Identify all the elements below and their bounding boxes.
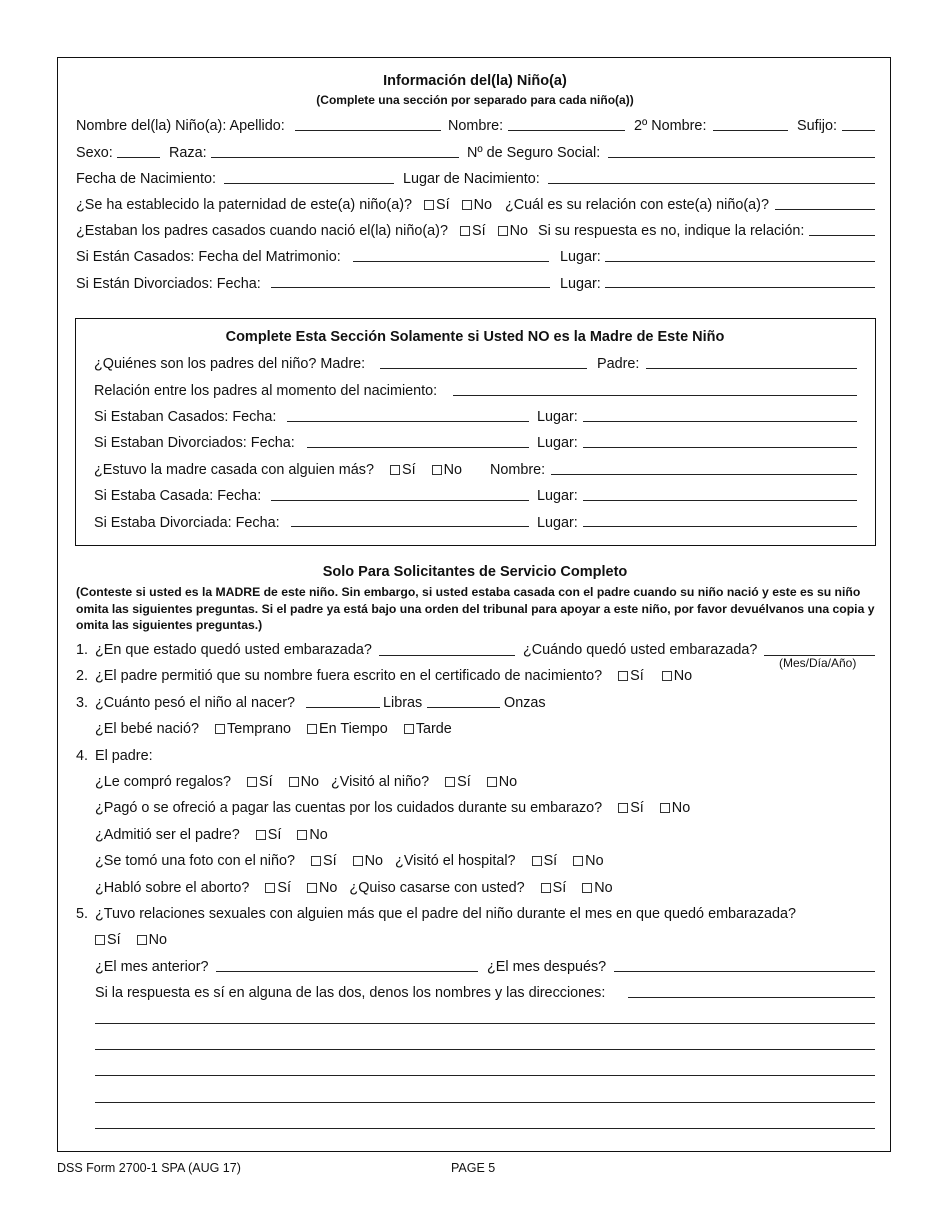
fecha-matrimonio-label: Si Están Casados: Fecha del Matrimonio: [76,249,341,265]
q3-onzas-label: Onzas [504,695,546,711]
raza-field[interactable] [211,157,459,158]
not-mother-section-box [75,318,876,546]
padres-casados-question: ¿Estaban los padres casados cuando nació el(la) niño(a)? Sí No [76,223,528,239]
apellido-label: Nombre del(la) Niño(a): Apellido: [76,118,285,134]
q2-question: ¿El padre permitió que su nombre fuera escrito en el certificado de nacimiento? Sí No [95,668,693,684]
relacion-padres-label: Relación entre los padres al momento del nacimiento: [94,383,438,399]
pago-si-checkbox[interactable] [618,803,628,813]
q4-heading: El padre: [95,748,153,764]
estaba-divorciada-fecha-label: Si Estaba Divorciada: Fecha: [94,515,280,531]
estaban-divorciados-lugar-label: Lugar: [537,435,578,451]
full-service-instructions: (Conteste si usted es la MADRE de este niño. Sin embargo, si usted estaba casada con el padre cuando su niño nació y este es su niño omita las siguientes preguntas. Si el padre ya está bajo una orden del tribunal para apoyar a este niño, por favor devuélvanos una copia y omita las siguientes preguntas.) [76,585,875,633]
tarde-checkbox[interactable] [404,724,414,734]
estaba-divorciada-lugar-label: Lugar: [537,515,578,531]
hospital-no-checkbox[interactable] [573,856,583,866]
section-subtitle-child-info: (Complete una sección por separado para cada niño(a)) [316,93,634,107]
fecha-divorcio-field[interactable] [271,287,550,288]
casados-no-checkbox[interactable] [498,226,508,236]
foto-no-checkbox[interactable] [353,856,363,866]
estaban-divorciados-fecha-field[interactable] [307,447,529,448]
nombres-line-3[interactable] [95,1075,875,1076]
admitio-si-checkbox[interactable] [256,830,266,840]
apellido-field[interactable] [295,130,441,131]
lugar-divorcio-field[interactable] [605,287,875,288]
section-title-child-info: Información del(la) Niño(a) [383,73,567,89]
fecha-matrimonio-field[interactable] [353,261,549,262]
nombre-field[interactable] [508,130,625,131]
nombre-label: Nombre: [448,118,504,134]
madre-label: ¿Quiénes son los padres del niño? Madre: [94,356,366,372]
en-tiempo-checkbox[interactable] [307,724,317,734]
q5-question: ¿Tuvo relaciones sexuales con alguien más que el padre del niño durante el mes en que quedó embarazada? [95,906,797,922]
q3-libras-field[interactable] [306,707,380,708]
aborto-no-checkbox[interactable] [307,883,317,893]
lugar-nacimiento-field[interactable] [548,183,875,184]
mes-despues-label: ¿El mes después? [487,959,607,975]
estaban-divorciados-fecha-label: Si Estaban Divorciados: Fecha: [94,435,295,451]
regalos-no-checkbox[interactable] [289,777,299,787]
aborto-si-checkbox[interactable] [265,883,275,893]
form-number: DSS Form 2700-1 SPA (AUG 17) [57,1161,241,1175]
q5-no-checkbox[interactable] [137,935,147,945]
sexo-field[interactable] [117,157,160,158]
admitio-no-checkbox[interactable] [297,830,307,840]
q1-cuando-label: ¿Cuándo quedó usted embarazada? [523,642,758,658]
estaba-casada-fecha-field[interactable] [271,500,529,501]
q3-peso-label: ¿Cuánto pesó el niño al nacer? [95,695,296,711]
relacion-padres-field[interactable] [453,395,857,396]
q2-number: 2. [76,668,89,684]
fecha-nacimiento-label: Fecha de Nacimiento: [76,171,216,187]
regalos-si-checkbox[interactable] [247,777,257,787]
estaban-casados-lugar-field[interactable] [583,421,857,422]
aborto-question: ¿Habló sobre el aborto? Sí No ¿Quiso casarse con usted? Sí No [95,880,613,896]
madre-casada-question: ¿Estuvo la madre casada con alguien más? Sí No [94,462,462,478]
regalos-question: ¿Le compró regalos? Sí No ¿Visitó al niño? Sí No [95,774,518,790]
ssn-field[interactable] [608,157,875,158]
estaban-casados-lugar-label: Lugar: [537,409,578,425]
relacion-field[interactable] [775,209,875,210]
casarse-no-checkbox[interactable] [582,883,592,893]
estaba-casada-lugar-field[interactable] [583,500,857,501]
q1-date-format-hint: (Mes/Día/Año) [779,656,857,670]
pago-no-checkbox[interactable] [660,803,670,813]
estaba-casada-fecha-label: Si Estaba Casada: Fecha: [94,488,262,504]
padre-label: Padre: [597,356,640,372]
nombres-direcciones-label: Si la respuesta es sí en alguna de las dos, denos los nombres y las direcciones: [95,985,606,1001]
mes-anterior-field[interactable] [216,971,478,972]
raza-label: Raza: [169,145,207,161]
paternidad-no-checkbox[interactable] [462,200,472,210]
lugar-divorcio-label: Lugar: [560,276,601,292]
madre-casada-si-checkbox[interactable] [390,465,400,475]
mes-anterior-label: ¿El mes anterior? [95,959,209,975]
estaba-divorciada-fecha-field[interactable] [291,526,529,527]
q3-onzas-field[interactable] [427,707,500,708]
ssn-label: Nº de Seguro Social: [467,145,601,161]
estaba-casada-lugar-label: Lugar: [537,488,578,504]
paternidad-question: ¿Se ha establecido la paternidad de este(a) niño(a)? Sí No [76,197,493,213]
lugar-matrimonio-label: Lugar: [560,249,601,265]
bebe-nacio-question: ¿El bebé nació? Temprano En Tiempo Tarde [95,721,452,737]
madre-field[interactable] [380,368,587,369]
padre-field[interactable] [646,368,857,369]
q1-estado-label: ¿En que estado quedó usted embarazada? [95,642,372,658]
foto-si-checkbox[interactable] [311,856,321,866]
admitio-question: ¿Admitió ser el padre? Sí No [95,827,328,843]
q5-options: Sí No [95,931,167,949]
madre-casada-no-checkbox[interactable] [432,465,442,475]
q1-estado-field[interactable] [379,655,515,656]
q5-number: 5. [76,906,89,922]
nombres-direcciones-field[interactable] [628,997,875,998]
estaba-divorciada-lugar-field[interactable] [583,526,857,527]
casados-si-checkbox[interactable] [460,226,470,236]
page-number: PAGE 5 [451,1161,496,1175]
indique-relacion-field[interactable] [809,235,875,236]
q3-libras-label: Libras [383,695,423,711]
madre-casada-nombre-field[interactable] [551,474,857,475]
sexo-label: Sexo: [76,145,113,161]
nombres-line-2[interactable] [95,1049,875,1050]
segundo-nombre-label: 2º Nombre: [634,118,707,134]
fecha-nacimiento-field[interactable] [224,183,394,184]
visito-no-checkbox[interactable] [487,777,497,787]
hospital-si-checkbox[interactable] [532,856,542,866]
section-title-full-service: Solo Para Solicitantes de Servicio Completo [322,564,628,580]
estaban-divorciados-lugar-field[interactable] [583,447,857,448]
lugar-nacimiento-label: Lugar de Nacimiento: [403,171,540,187]
mes-despues-field[interactable] [614,971,875,972]
sufijo-field[interactable] [842,130,875,131]
q2-si-checkbox[interactable] [618,671,628,681]
fecha-divorcio-label: Si Están Divorciados: Fecha: [76,276,261,292]
foto-question: ¿Se tomó una foto con el niño? Sí No ¿Visitó el hospital? Sí No [95,853,604,869]
casarse-si-checkbox[interactable] [541,883,551,893]
estaban-casados-fecha-field[interactable] [287,421,529,422]
q1-number: 1. [76,642,89,658]
nombres-line-4[interactable] [95,1102,875,1103]
temprano-checkbox[interactable] [215,724,225,734]
visito-si-checkbox[interactable] [445,777,455,787]
indique-relacion-label: Si su respuesta es no, indique la relación: [538,223,805,239]
q4-number: 4. [76,748,89,764]
nombres-line-1[interactable] [95,1023,875,1024]
sufijo-label: Sufijo: [797,118,837,134]
estaban-casados-fecha-label: Si Estaban Casados: Fecha: [94,409,277,425]
q3-number: 3. [76,695,89,711]
q2-no-checkbox[interactable] [662,671,672,681]
lugar-matrimonio-field[interactable] [605,261,875,262]
section-title-not-mother: Complete Esta Sección Solamente si Usted NO es la Madre de Este Niño [225,329,725,345]
nombres-line-5[interactable] [95,1128,875,1129]
relacion-label: ¿Cuál es su relación con este(a) niño(a)? [505,197,769,213]
q5-si-checkbox[interactable] [95,935,105,945]
segundo-nombre-field[interactable] [713,130,788,131]
paternidad-si-checkbox[interactable] [424,200,434,210]
pago-question: ¿Pagó o se ofreció a pagar las cuentas por los cuidados durante su embarazo? Sí No [95,800,691,816]
madre-casada-nombre-label: Nombre: [490,462,546,478]
